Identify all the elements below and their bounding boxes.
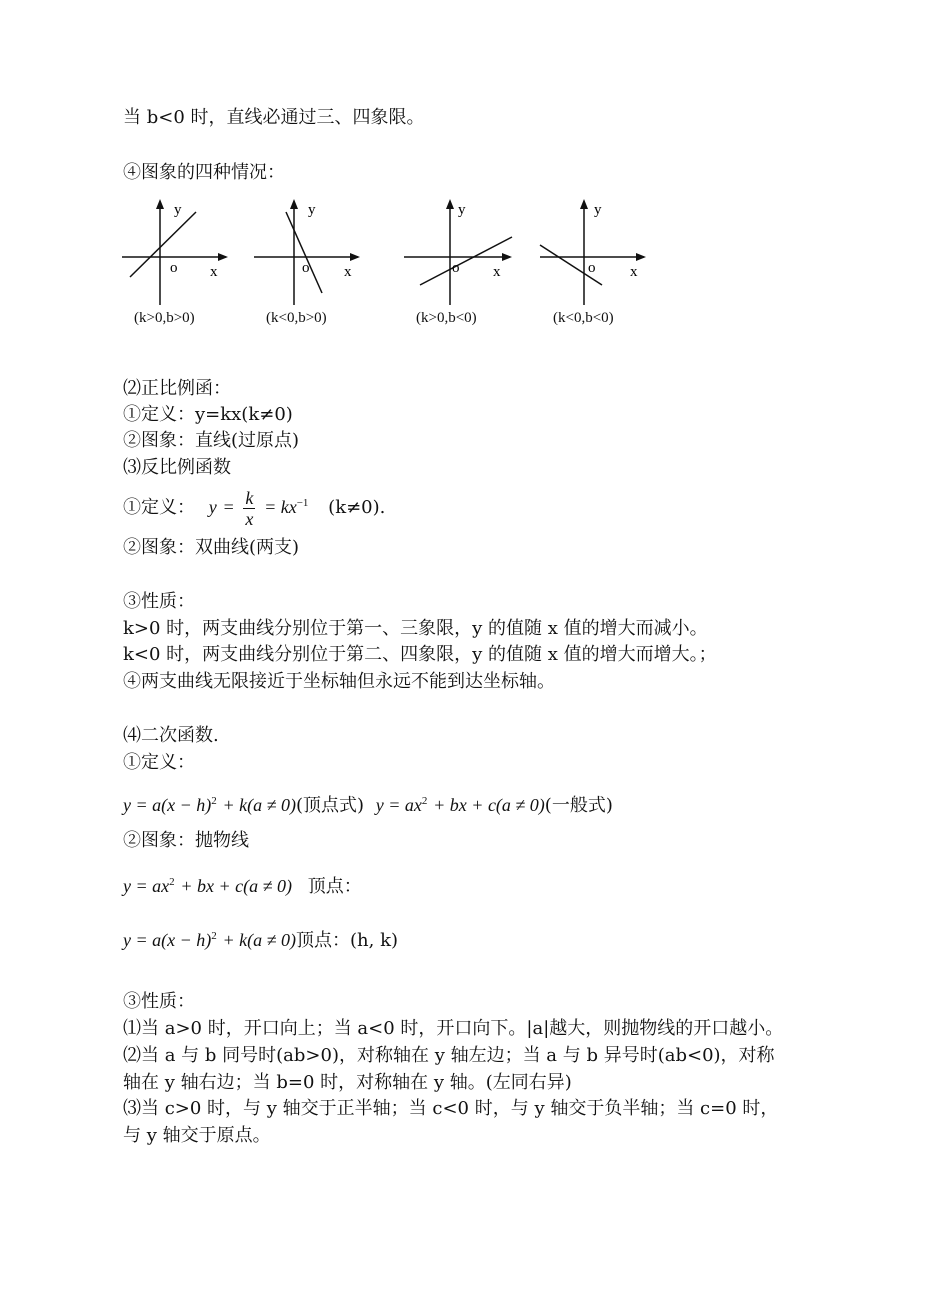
graph-k-pos-b-neg [400, 195, 516, 307]
graph-caption: (k<0,b<0) [553, 310, 614, 326]
formula-equals: = [222, 497, 235, 517]
origin-label: o [302, 260, 310, 276]
vertex-form-rhs: + k(a ≠ 0) [222, 930, 297, 950]
text-line: ⑶反比例函数 [123, 457, 231, 478]
inverse-definition [123, 482, 385, 529]
general-form-vertex [123, 871, 362, 898]
y-axis-label: y [594, 202, 602, 218]
fraction [243, 488, 255, 529]
text-line: ⑵正比例函： [123, 378, 231, 399]
fraction-numerator: k [245, 487, 254, 508]
text-line: ②图象：双曲线(两支) [123, 537, 300, 558]
general-form-rhs: + bx + c(a ≠ 0) [433, 795, 545, 815]
exponent: 2 [211, 930, 217, 942]
y-axis-label: y [174, 202, 182, 218]
general-form-lhs: y = ax [123, 876, 170, 896]
vertex-form-vertex [123, 925, 398, 952]
exponent: 2 [211, 795, 217, 807]
origin-label: o [452, 260, 460, 276]
text-line: ④图象的四种情况： [123, 162, 285, 183]
text-line: ⑷二次函数. [123, 725, 219, 746]
graph-k-neg-b-neg [536, 195, 648, 307]
vertex-form-lhs: y = a(x − h) [123, 795, 212, 815]
text-line: 与 y 轴交于原点。 [123, 1125, 271, 1146]
fraction-denominator: x [245, 508, 254, 529]
graph-k-pos-b-pos [118, 195, 230, 307]
graph-k-neg-b-pos [250, 195, 362, 307]
text-line: ②图象：抛物线 [123, 830, 249, 851]
general-form-label: (一般式) [544, 795, 613, 816]
graph-caption: (k>0,b<0) [416, 310, 477, 326]
x-axis-label: x [493, 264, 501, 280]
text-line: ④两支曲线无限接近于坐标轴但永远不能到达坐标轴。 [123, 671, 555, 692]
quadratic-definition-formulas [123, 790, 613, 817]
origin-label: o [588, 260, 596, 276]
text-line: ⑴当 a>0 时，开口向上；当 a<0 时，开口向下。|a|越大，则抛物线的开口越小。 [123, 1018, 784, 1039]
text-line: ①定义： [123, 752, 195, 773]
graph-caption: (k<0,b>0) [266, 310, 327, 326]
general-form-lhs: y = ax [375, 795, 422, 815]
x-axis-label: x [344, 264, 352, 280]
x-axis-label: x [630, 264, 638, 280]
formula-rhs: = kx [264, 497, 297, 517]
vertex-label: 顶点：(h, k) [296, 930, 399, 951]
text-line: 当 b<0 时，直线必通过三、四象限。 [123, 107, 425, 128]
x-axis-label: x [210, 264, 218, 280]
graph-caption: (k>0,b>0) [134, 310, 195, 326]
text-line: ①定义：y=kx(k≠0) [123, 404, 293, 425]
text-line: ⑵当 a 与 b 同号时(ab>0)，对称轴在 y 轴左边；当 a 与 b 异号时(ab<0)，对称 [123, 1045, 775, 1066]
text-line: k<0 时，两支曲线分别位于第二、四象限，y 的值随 x 值的增大而增大。； [123, 644, 717, 665]
text-line: ②图象：直线(过原点) [123, 430, 300, 451]
formula-condition: (k≠0). [328, 497, 386, 518]
y-axis-label: y [458, 202, 466, 218]
text-line: ③性质： [123, 991, 195, 1012]
vertex-label: 顶点： [307, 876, 362, 897]
y-axis-label: y [308, 202, 316, 218]
vertex-form-label: (顶点式) [296, 795, 365, 816]
vertex-form-rhs: + k(a ≠ 0) [222, 795, 297, 815]
vertex-form-lhs: y = a(x − h) [123, 930, 212, 950]
exponent: 2 [169, 876, 175, 888]
origin-label: o [170, 260, 178, 276]
text-line: k>0 时，两支曲线分别位于第一、三象限，y 的值随 x 值的增大而减小。 [123, 618, 708, 639]
general-form-rhs: + bx + c(a ≠ 0) [180, 876, 292, 896]
text-line: ⑶当 c>0 时，与 y 轴交于正半轴；当 c<0 时，与 y 轴交于负半轴；当 c=0 时， [123, 1098, 779, 1119]
formula-exponent: −1 [296, 497, 309, 509]
text-line: 轴在 y 轴右边；当 b=0 时，对称轴在 y 轴。(左同右异) [123, 1072, 572, 1093]
exponent: 2 [421, 795, 428, 807]
text-line: ③性质： [123, 591, 195, 612]
formula-y: y [208, 497, 217, 517]
definition-label: ①定义： [123, 497, 195, 518]
